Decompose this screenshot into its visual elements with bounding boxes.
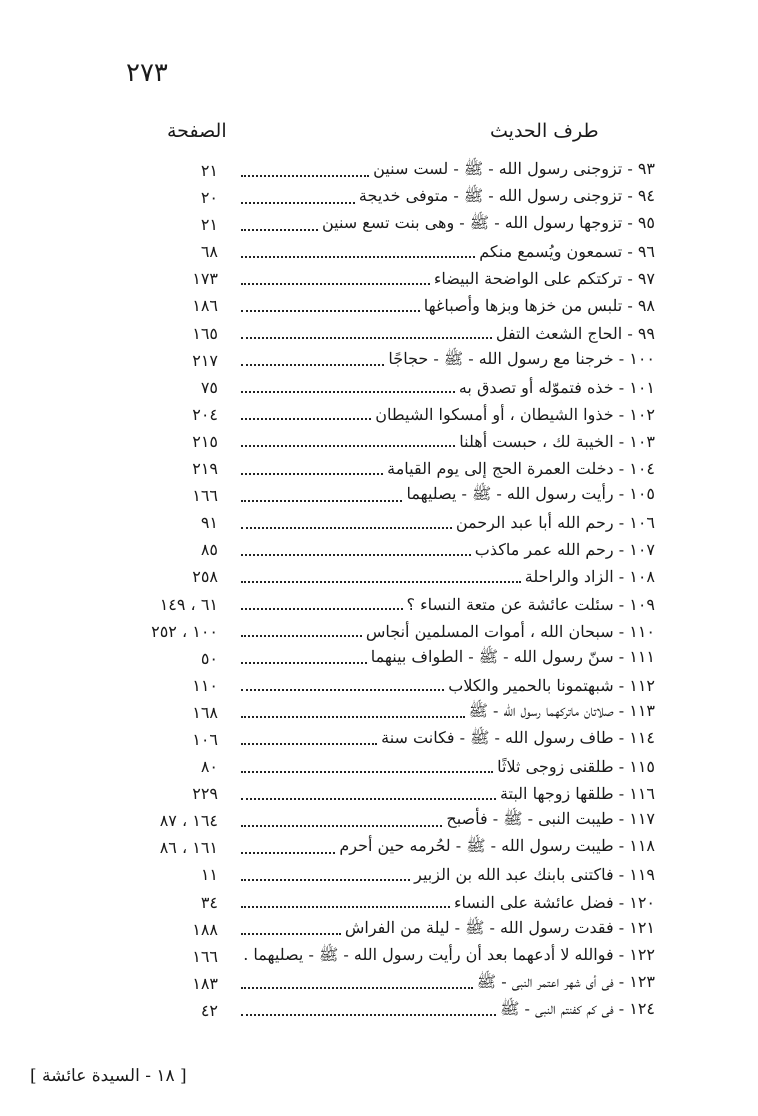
page-column-header: الصفحة <box>167 120 227 142</box>
hadith-text: ١١٧ - طيبت النبى - ﷺ - فأصبح <box>446 809 655 829</box>
hadith-text: ١٢٣ - فى أى شهر اعتمر النبى - ﷺ <box>476 971 655 991</box>
hadith-text: ٩٩ - الحاج الشعث التفل <box>495 323 655 343</box>
index-entry <box>0 726 758 753</box>
dot-leader <box>241 300 420 312</box>
page-reference: ٣٤ <box>200 892 218 912</box>
entry-body <box>241 265 655 292</box>
index-entry <box>0 591 758 618</box>
entry-body <box>241 591 655 618</box>
index-entry <box>0 645 758 672</box>
index-entry <box>0 943 758 970</box>
hadith-text: ١١١ - سنّ رسول الله - ﷺ - الطواف بينهما <box>370 646 655 666</box>
hadith-text: ١٠٣ - الخيبة لك ، حبست أهلنا <box>459 431 655 451</box>
entry-body <box>241 401 655 428</box>
dot-leader <box>241 788 496 800</box>
page-reference: ١٦٦ <box>192 946 218 966</box>
dot-leader <box>241 571 521 583</box>
index-entry <box>0 889 758 916</box>
page-reference: ١٨٣ <box>192 973 218 993</box>
index-entry <box>0 916 758 943</box>
entry-body <box>241 563 655 590</box>
index-entry <box>0 157 758 184</box>
page-reference: ١٦١ ، ٨٦ <box>159 838 218 858</box>
index-entry <box>0 184 758 211</box>
dot-leader <box>241 842 335 854</box>
index-entry <box>0 374 758 401</box>
page-reference: ٢١ <box>200 215 218 235</box>
entry-body <box>241 238 655 265</box>
page-reference: ١٨٨ <box>192 919 218 939</box>
page-reference: ٤٢ <box>200 1000 218 1020</box>
index-entry <box>0 238 758 265</box>
dot-leader <box>241 869 410 881</box>
page-reference: ١٦٦ <box>192 486 218 506</box>
page-footer: [ ١٨ - السيدة عائشة ] <box>30 1066 187 1086</box>
entry-body <box>241 780 655 807</box>
index-entry <box>0 509 758 536</box>
page-reference: ٧٥ <box>200 377 218 397</box>
entry-body <box>241 455 655 482</box>
dot-leader <box>241 598 403 610</box>
hadith-text: ١١٣ - صلاتان ماتركهما رسول الله - ﷺ <box>468 700 655 720</box>
index-entry <box>0 320 758 347</box>
hadith-text: ٩٤ - تزوجنى رسول الله - ﷺ - متوفى خديجة <box>358 186 655 206</box>
hadith-text: ١٠٢ - خذوا الشيطان ، أو أمسكوا الشيطان <box>375 404 655 424</box>
hadith-text: ١٢٠ - فضل عائشة على النساء <box>454 892 655 912</box>
dot-leader <box>241 354 384 366</box>
entry-body <box>241 482 655 509</box>
hadith-text: ٩٧ - تركتكم على الواضحة البيضاء <box>433 269 655 289</box>
entry-body <box>241 184 655 211</box>
dot-leader <box>241 408 371 420</box>
dot-leader <box>241 652 367 664</box>
hadith-text: ٩٣ - تزوجنى رسول الله - ﷺ - لست سنين <box>373 159 655 178</box>
page-reference: ١٦٥ <box>192 323 218 343</box>
entry-body <box>241 211 655 238</box>
dot-leader <box>241 165 369 177</box>
entry-body <box>241 753 655 780</box>
dot-leader <box>241 192 355 204</box>
index-entry <box>0 211 758 238</box>
page-reference: ١٨٦ <box>192 296 218 316</box>
hadith-text: ١١٥ - طلقنى زوجى ثلاثًا <box>497 757 655 777</box>
entry-body <box>241 699 655 726</box>
index-entry <box>0 861 758 888</box>
index-entry <box>0 699 758 726</box>
page-reference: ١١ <box>200 865 218 885</box>
hadith-text: ١٢١ - فقدت رسول الله - ﷺ - ليلة من الفراش <box>344 917 655 937</box>
hadith-text: ١١٨ - طيبت رسول الله - ﷺ - لحُرمه حين أحرم <box>339 836 655 856</box>
hadith-text: ١٠٥ - رأيت رسول الله - ﷺ - يصليهما <box>406 484 655 504</box>
entry-body <box>241 861 655 888</box>
dot-leader <box>241 517 452 529</box>
page-reference: ١٦٨ <box>192 702 218 722</box>
index-entry <box>0 292 758 319</box>
entry-body <box>241 889 655 916</box>
dot-leader <box>241 219 318 231</box>
dot-leader <box>241 923 341 935</box>
hadith-text: ١٠٨ - الزاد والراحلة <box>524 567 655 587</box>
page-reference: ٨٠ <box>200 757 218 777</box>
index-entry <box>0 997 758 1024</box>
dot-leader <box>241 435 455 447</box>
page-reference: ٢١٧ <box>192 350 218 370</box>
page-reference: ٢٠٤ <box>192 404 218 424</box>
dot-leader <box>241 273 430 285</box>
index-entry <box>0 428 758 455</box>
dot-leader <box>241 679 444 691</box>
index-entry <box>0 618 758 645</box>
entry-body <box>241 997 655 1024</box>
dot-leader <box>241 463 383 475</box>
dot-leader <box>241 490 402 502</box>
index-entry <box>0 265 758 292</box>
page-reference: ١٠٦ <box>192 729 218 749</box>
index-entry <box>0 536 758 563</box>
hadith-text: ١٢٢ - فوالله لا أدعهما بعد أن رأيت رسول الله - ﷺ - يصليهما . <box>243 944 655 964</box>
hadith-index-list <box>0 157 758 1024</box>
hadith-text: ٩٦ - تسمعون ويُسمع منكم <box>479 242 655 262</box>
page-reference: ٩١ <box>200 513 218 533</box>
page-reference: ٢٠ <box>200 188 218 208</box>
dot-leader <box>241 544 471 556</box>
index-entry <box>0 347 758 374</box>
entry-body <box>241 726 655 753</box>
page-reference: ٢١ <box>200 161 218 180</box>
index-entry <box>0 455 758 482</box>
index-entry <box>0 482 758 509</box>
hadith-text: ٩٨ - تلبس من خزها وبزها وأصباغها <box>423 296 655 316</box>
hadith-text: ١٠٠ - خرجنا مع رسول الله - ﷺ - حجاجًا <box>388 348 655 368</box>
entry-body <box>241 970 655 997</box>
hadith-text: ١٠٤ - دخلت العمرة الحج إلى يوم القيامة <box>387 459 655 479</box>
dot-leader <box>241 1004 496 1016</box>
entry-body <box>241 428 655 455</box>
entry-body <box>241 916 655 943</box>
page-reference: ٦١ ، ١٤٩ <box>159 594 218 614</box>
dot-leader <box>241 977 473 989</box>
page-reference: ٦٨ <box>200 242 218 262</box>
dot-leader <box>241 327 492 339</box>
hadith-column-header: طرف الحديث <box>490 120 599 142</box>
hadith-text: ١٠١ - خذه فتموّله أو تصدق به <box>458 377 655 397</box>
hadith-text: ١١٠ - سبحان الله ، أموات المسلمين أنجاس <box>365 621 655 641</box>
page-reference: ٨٥ <box>200 540 218 560</box>
index-entry <box>0 672 758 699</box>
dot-leader <box>241 733 377 745</box>
entry-body <box>241 374 655 401</box>
index-entry <box>0 753 758 780</box>
index-entry <box>0 807 758 834</box>
dot-leader <box>241 815 442 827</box>
entry-body <box>241 347 655 374</box>
hadith-text: ١٢٤ - فى كم كفنتم النبى - ﷺ <box>500 998 655 1018</box>
hadith-text: ١٠٩ - سئلت عائشة عن متعة النساء ؟ <box>406 594 655 614</box>
hadith-text: ١٠٦ - رحم الله أبا عبد الرحمن <box>455 513 655 533</box>
page-reference: ٢١٩ <box>192 459 218 479</box>
entry-body <box>241 645 655 672</box>
hadith-text: ١١٢ - شبهتمونا بالحمير والكلاب <box>448 675 655 695</box>
entry-body <box>241 943 655 970</box>
hadith-text: ١١٤ - طاف رسول الله - ﷺ - فكانت سنة <box>381 727 655 747</box>
index-entry <box>0 401 758 428</box>
dot-leader <box>241 625 362 637</box>
entry-body <box>241 807 655 834</box>
dot-leader <box>241 896 450 908</box>
hadith-text: ١١٦ - طلقها زوجها البتة <box>499 784 655 804</box>
page-reference: ٢١٥ <box>192 431 218 451</box>
index-entry <box>0 834 758 861</box>
page-reference: ١٧٣ <box>192 269 218 289</box>
page-reference: ٢٢٩ <box>192 784 218 804</box>
dot-leader <box>241 706 465 718</box>
entry-body <box>241 834 655 861</box>
page-number: ٢٧٣ <box>126 58 168 88</box>
hadith-text: ١٠٧ - رحم الله عمر ماكذب <box>474 540 655 560</box>
index-entry <box>0 970 758 997</box>
dot-leader <box>241 761 493 773</box>
page-reference: ١٠٠ ، ٢٥٢ <box>151 621 218 641</box>
page-reference: ١٦٤ ، ٨٧ <box>159 811 218 831</box>
index-entry <box>0 563 758 590</box>
page-reference: ١١٠ <box>192 675 218 695</box>
entry-body <box>241 157 655 184</box>
entry-body <box>241 509 655 536</box>
entry-body <box>241 672 655 699</box>
index-entry <box>0 780 758 807</box>
page-reference: ٢٥٨ <box>192 567 218 587</box>
entry-body <box>241 536 655 563</box>
dot-leader <box>241 246 475 258</box>
hadith-text: ١١٩ - فاكتنى بابنك عبد الله بن الزبير <box>414 865 655 885</box>
page-reference: ٥٠ <box>200 648 218 668</box>
hadith-text: ٩٥ - تزوجها رسول الله - ﷺ - وهى بنت تسع سنين <box>321 213 655 233</box>
dot-leader <box>241 381 455 393</box>
entry-body <box>241 320 655 347</box>
entry-body <box>241 618 655 645</box>
entry-body <box>241 292 655 319</box>
